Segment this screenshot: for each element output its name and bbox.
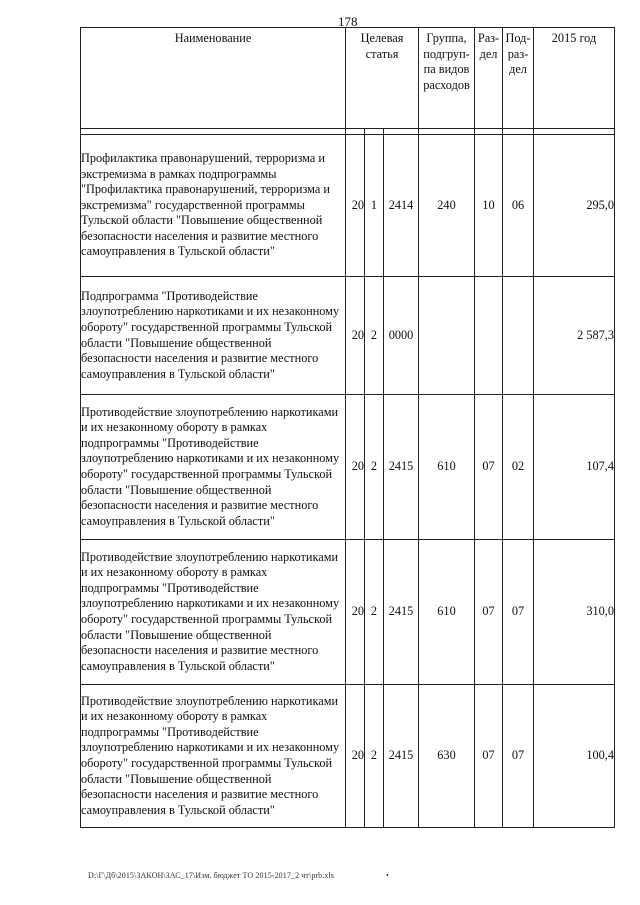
table-row — [81, 135, 615, 277]
row-cs1: 20 — [346, 135, 365, 277]
row-cs1: 20 — [346, 277, 365, 395]
table-row — [81, 685, 615, 828]
table-header — [81, 28, 615, 129]
header-subsection: Под- раз- дел — [503, 28, 534, 129]
table-row — [81, 540, 615, 685]
header-name: Наименование — [81, 28, 346, 129]
row-cs3: 2415 — [384, 395, 419, 540]
file-path-footer: D:\Г\Дб\2015\ЗАКОН\ЗАС_17\Изм. бюджет ТО 2015-2017_2 чт\prb.xls — [88, 871, 335, 880]
table-row — [81, 277, 615, 395]
row-group: 240 — [419, 135, 475, 277]
row-section: 07 — [475, 540, 503, 685]
row-group: 630 — [419, 685, 475, 828]
row-subsection — [503, 277, 534, 395]
row-cs2: 2 — [365, 685, 384, 828]
row-cs3: 2414 — [384, 135, 419, 277]
row-name: Противодействие злоупотреблению наркотиками и их незаконному обороту в рамках подпрограммы "Противодействие злоупотреблению наркотиками и их незаконному обороту" государственной программы Тульской области "Повышение общественной безопасности населения и развитие местного самоуправления в Тульской области" — [81, 685, 346, 828]
row-amount: 295,0 — [534, 135, 615, 277]
header-year: 2015 год — [534, 28, 615, 129]
header-section: Раз- дел — [475, 28, 503, 129]
row-cs2: 1 — [365, 135, 384, 277]
table-body — [81, 129, 615, 828]
row-cs1: 20 — [346, 395, 365, 540]
row-cs3: 0000 — [384, 277, 419, 395]
row-name: Противодействие злоупотреблению наркотиками и их незаконному обороту в рамках подпрограммы "Противодействие злоупотреблению наркотиками и их незаконному обороту" государственной программы Тульской области "Повышение общественной безопасности населения и развитие местного самоуправления в Тульской области" — [81, 395, 346, 540]
page-number: 178 — [338, 14, 358, 29]
row-name: Противодействие злоупотреблению наркотиками и их незаконному обороту в рамках подпрограммы "Противодействие злоупотреблению наркотиками и их незаконному обороту" государственной программы Тульской области "Повышение общественной безопасности населения и развитие местного самоуправления в Тульской области" — [81, 540, 346, 685]
row-cs3: 2415 — [384, 685, 419, 828]
row-group: 610 — [419, 540, 475, 685]
header-group: Группа, подгруп- па видов расходов — [419, 28, 475, 129]
row-section: 07 — [475, 685, 503, 828]
row-cs2: 2 — [365, 540, 384, 685]
footer-dot: • — [386, 871, 389, 880]
row-cs1: 20 — [346, 685, 365, 828]
row-group — [419, 277, 475, 395]
row-name: Подпрограмма "Противодействие злоупотреблению наркотиками и их незаконному обороту" государственной программы Тульской области "Повышение общественной безопасности населения и развитие местного самоуправления в Тульской области" — [81, 277, 346, 395]
row-cs3: 2415 — [384, 540, 419, 685]
row-subsection: 02 — [503, 395, 534, 540]
table-row — [81, 395, 615, 540]
header-target-article: Целевая статья — [346, 28, 419, 129]
row-subsection: 07 — [503, 685, 534, 828]
row-cs2: 2 — [365, 395, 384, 540]
row-name: Профилактика правонарушений, терроризма и экстремизма в рамках подпрограммы "Профилактика правонарушений, терроризма и экстремизма" государственной программы Тульской области "Повышение общественной безопасности населения и развитие местного самоуправления в Тульской области" — [81, 135, 346, 277]
row-group: 610 — [419, 395, 475, 540]
row-section: 10 — [475, 135, 503, 277]
row-subsection: 07 — [503, 540, 534, 685]
row-cs1: 20 — [346, 540, 365, 685]
budget-table — [80, 27, 615, 828]
row-section — [475, 277, 503, 395]
row-amount: 310,0 — [534, 540, 615, 685]
row-amount: 2 587,3 — [534, 277, 615, 395]
row-section: 07 — [475, 395, 503, 540]
row-subsection: 06 — [503, 135, 534, 277]
row-amount: 107,4 — [534, 395, 615, 540]
row-amount: 100,4 — [534, 685, 615, 828]
row-cs2: 2 — [365, 277, 384, 395]
